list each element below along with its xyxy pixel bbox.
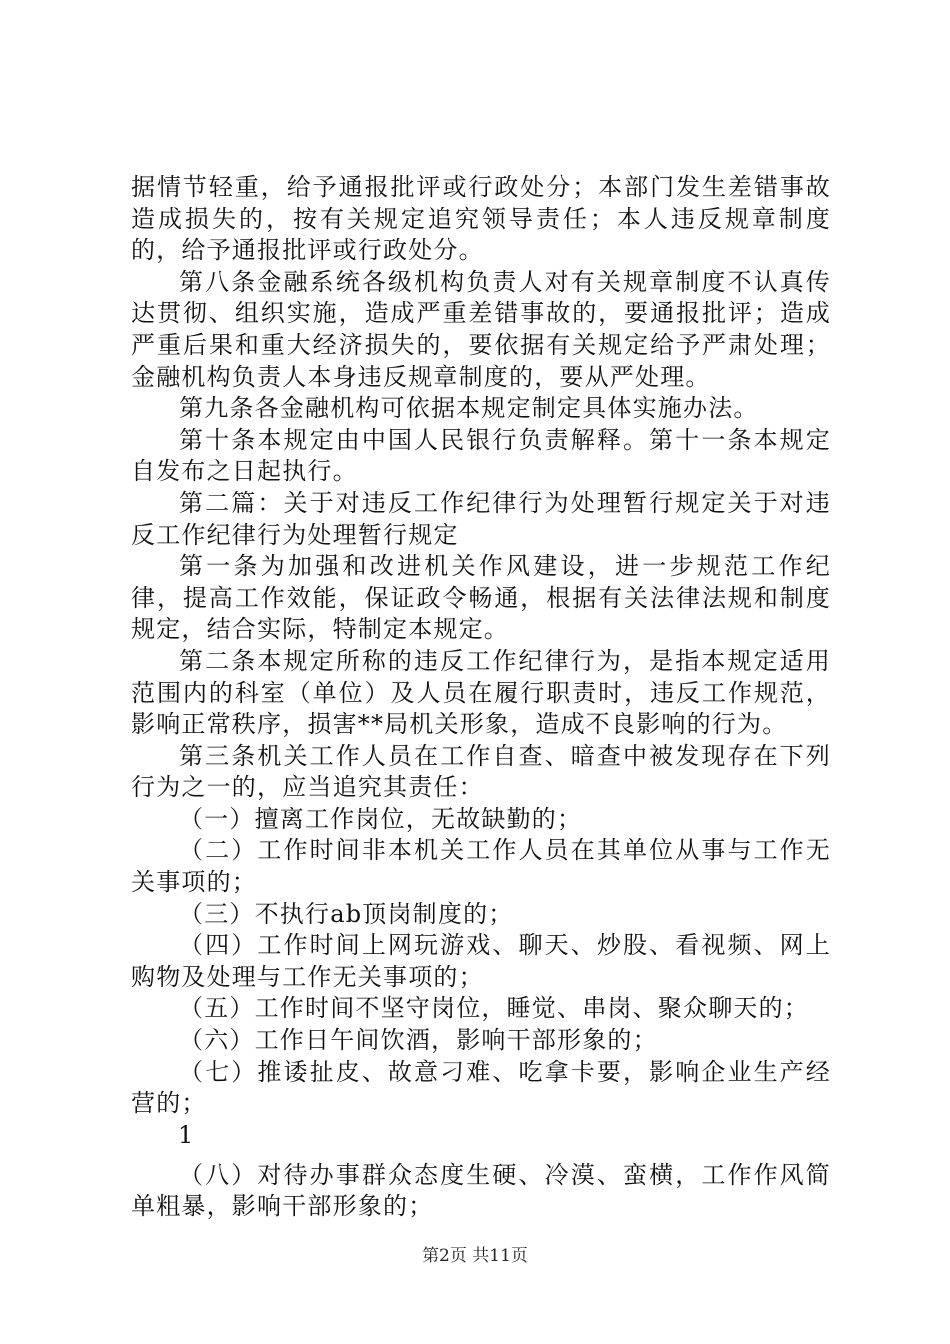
paragraph: 第二条本规定所称的违反工作纪律行为，是指本规定适用范围内的科室（单位）及人员在履行职责时，违反工作规范，影响正常秩序，损害**局机关形象，造成不良影响的行为。 — [131, 646, 831, 739]
paragraph: 第二篇：关于对违反工作纪律行为处理暂行规定关于对违反工作纪律行为处理暂行规定 — [131, 488, 831, 549]
paragraph: 第一条为加强和改进机关作风建设，进一步规范工作纪律，提高工作效能，保证政令畅通，根据有关法律法规和制度规定，结合实际，特制定本规定。 — [131, 552, 831, 644]
inline-page-number: 1 — [178, 1120, 194, 1149]
paragraph: 第八条金融系统各级机构负责人对有关规章制度不认真传达贯彻、组织实施，造成严重差错事故的，要通报批评；造成严重后果和重大经济损失的，要依据有关规定给予严肃处理；金融机构负责人本身违反规章制度的，要从严处理。 — [131, 267, 831, 391]
paragraph: 第三条机关工作人员在工作自查、暗查中被发现存在下列行为之一的，应当追究其责任： — [131, 741, 831, 802]
list-item: （五）工作时间不坚守岗位，睡觉、串岗、聚众聊天的； — [179, 994, 809, 1023]
list-item: （四）工作时间上网玩游戏、聊天、炒股、看视频、网上购物及处理与工作无关事项的； — [131, 931, 831, 991]
list-item: （一）擅离工作岗位，无故缺勤的； — [179, 804, 583, 833]
document-body — [131, 172, 831, 1223]
list-item: （二）工作时间非本机关工作人员在其单位从事与工作无关事项的； — [131, 836, 831, 897]
page-footer: 第2页 共11页 — [422, 1246, 528, 1266]
list-item: （三）不执行ab顶岗制度的； — [179, 899, 514, 928]
list-item: （八）对待办事群众态度生硬、冷漠、蛮横，工作作风简单粗暴，影响干部形象的； — [131, 1160, 831, 1221]
list-item: （七）推诿扯皮、故意刁难、吃拿卡要，影响企业生产经营的； — [131, 1057, 831, 1118]
paragraph: 第九条各金融机构可依据本规定制定具体实施办法。 — [179, 394, 759, 423]
paragraph: 第十条本规定由中国人民银行负责解释。第十一条本规定自发布之日起执行。 — [131, 425, 831, 486]
list-item: （六）工作日午间饮酒，影响干部形象的； — [179, 1026, 658, 1055]
paragraph: 据情节轻重，给予通报批评或行政处分；本部门发生差错事故造成损失的，按有关规定追究领导责任；本人违反规章制度的，给予通报批评或行政处分。 — [131, 173, 831, 265]
